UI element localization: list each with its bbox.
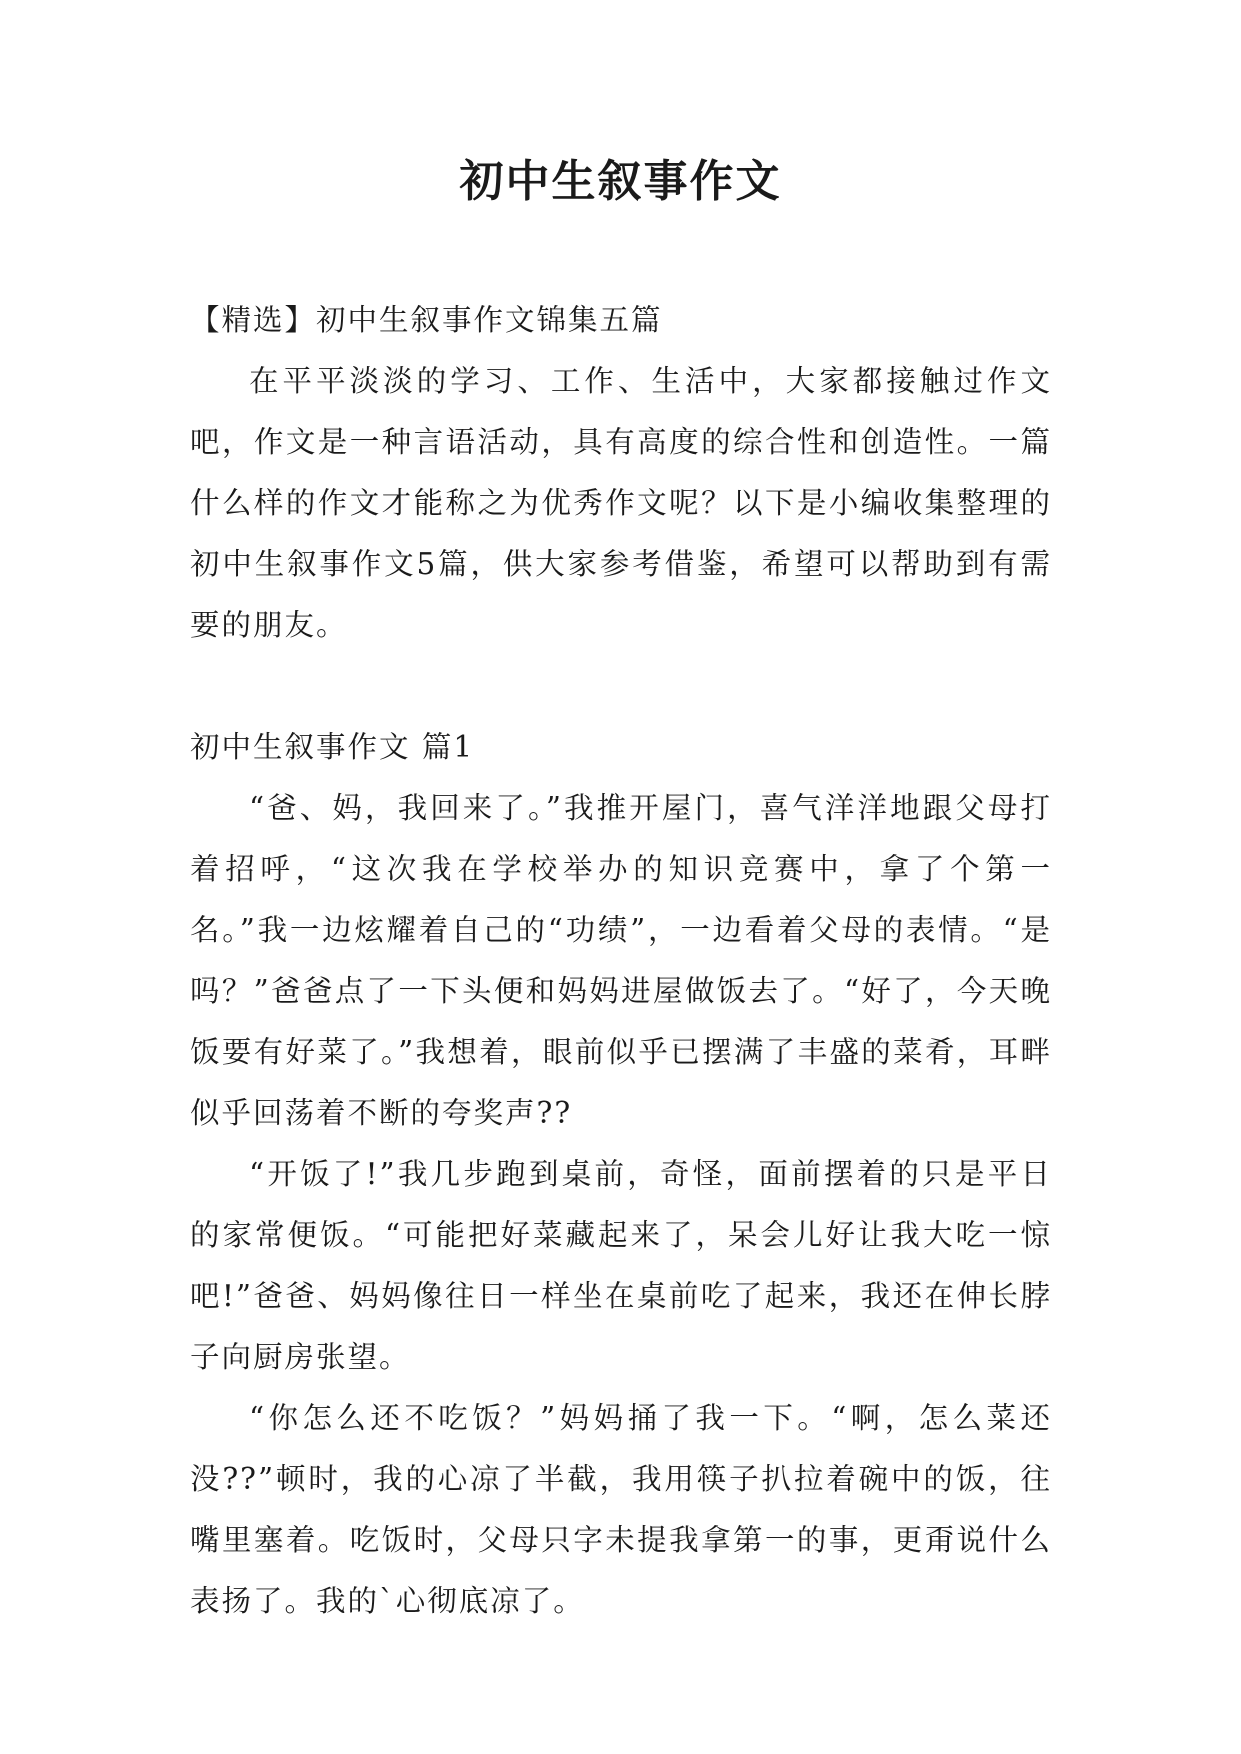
section-heading: 初中生叙事作文 篇1	[190, 730, 475, 764]
document-subtitle: 【精选】初中生叙事作文锦集五篇	[190, 303, 663, 337]
body-paragraph-3: “你怎么还不吃饭？”妈妈捅了我一下。“啊，怎么菜还没??”顿时，我的心凉了半截，我用筷子扒拉着碗中的饭，往嘴里塞着。吃饭时，父母只字未提我拿第一的事，更甭说什么表扬了。我的`心彻底凉了。	[190, 1401, 1052, 1618]
body-paragraph-1: “爸、妈，我回来了。”我推开屋门，喜气洋洋地跟父母打着招呼，“这次我在学校举办的知识竞赛中，拿了个第一名。”我一边炫耀着自己的“功绩”，一边看着父母的表情。“是吗？”爸爸点了一下头便和妈妈进屋做饭去了。“好了，今天晚饭要有好菜了。”我想着，眼前似乎已摆满了丰盛的菜肴，耳畔似乎回荡着不断的夸奖声??	[190, 791, 1052, 1130]
document-body	[190, 290, 1052, 1632]
document-title: 初中生叙事作文	[459, 156, 782, 207]
section-spacer	[190, 656, 1052, 717]
intro-paragraph: 在平平淡淡的学习、工作、生活中，大家都接触过作文吧，作文是一种言语活动，具有高度的综合性和创造性。一篇什么样的作文才能称之为优秀作文呢？以下是小编收集整理的初中生叙事作文5篇，供大家参考借鉴，希望可以帮助到有需要的朋友。	[190, 364, 1052, 642]
body-paragraph-2: “开饭了!”我几步跑到桌前，奇怪，面前摆着的只是平日的家常便饭。“可能把好菜藏起来了，呆会儿好让我大吃一惊吧!”爸爸、妈妈像往日一样坐在桌前吃了起来，我还在伸长脖子向厨房张望。	[190, 1157, 1052, 1374]
